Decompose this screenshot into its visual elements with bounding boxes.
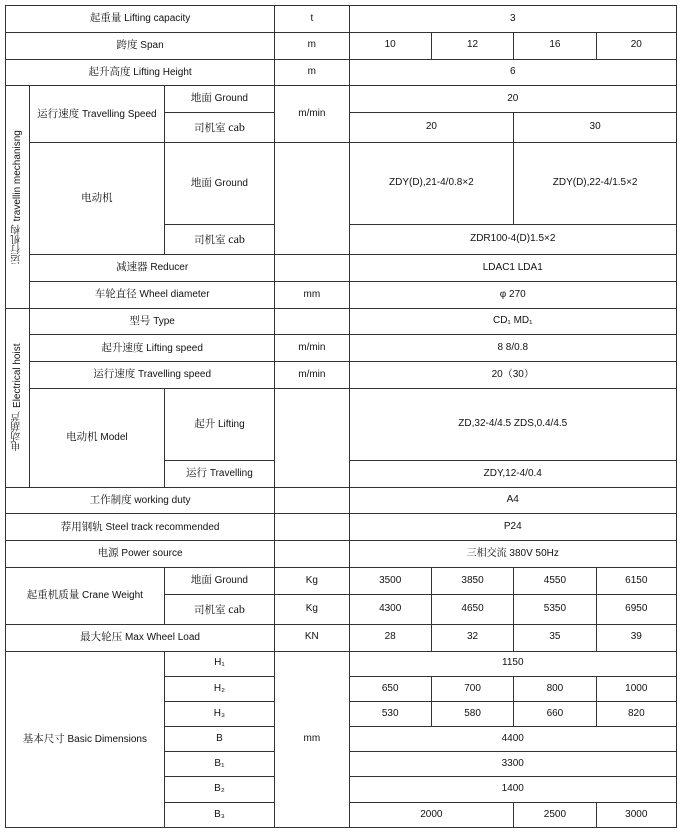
value-cell: 20（30） [349,362,676,389]
value-cell: 2000 [349,802,514,827]
unit-cell: m [275,59,349,86]
table-row [6,487,677,514]
value-cell: 5350 [514,594,596,624]
label-cn: 基本尺寸 [22,732,65,745]
label-cn: 运行速度 [93,368,136,381]
value-cell: 6 [349,59,676,86]
sub-label-en: Ground [214,177,248,189]
value-cell: A4 [349,487,676,514]
sub-label-en: Lifting [217,418,245,430]
row-label-wheel-diameter [30,281,275,308]
label-cn: 减速器 [116,261,148,274]
label-cn: 起升速度 [101,341,144,354]
unit-cell: mm [275,281,349,308]
group-label-travelling-mechanism [6,86,30,308]
sub-label-cn: 司机室 [193,121,226,134]
dimension-name: B [164,727,275,752]
spec-sheet [0,5,682,838]
value-cell: 3000 [596,802,676,827]
value-cell: CD₁ MD₁ [349,308,676,335]
label-en: Max Wheel Load [124,631,200,643]
label-en: Lifting capacity [124,13,191,25]
table-row [6,281,677,308]
row-label-lifting-capacity [6,6,275,33]
row-label-hoist-motor [30,389,165,488]
value-cell: 20 [596,32,676,59]
table-row [6,567,677,594]
row-label-power-source [6,541,275,568]
table-row [6,514,677,541]
group-label-cn: 运行机构 [11,223,23,264]
label-en: Travelling Speed [81,108,157,120]
table-row [6,389,677,461]
value-cell: 4550 [514,567,596,594]
row-label-motor [30,143,165,255]
row-label-basic-dimensions [6,651,165,827]
label-en: Travelling speed [138,369,212,381]
unit-cell: mm [275,651,349,827]
value-cell: 4650 [431,594,513,624]
unit-cell-empty [275,255,349,282]
table-row [6,651,677,676]
value-cell: P24 [349,514,676,541]
unit-cell: Kg [275,567,349,594]
sub-label-cn: 地面 [190,176,212,189]
row-label-type [30,308,275,335]
label-cn: 电动机 [66,431,98,444]
dimension-name: H₂ [164,676,275,701]
row-label-max-wheel-load [6,624,275,651]
label-cn: 运行速度 [37,107,80,120]
label-en: working duty [134,494,191,506]
sub-label-lifting [164,389,275,461]
value-cell: 3500 [349,567,431,594]
table-row [6,335,677,362]
sub-label-en: cab [228,601,245,616]
table-row [6,255,677,282]
unit-cell-empty [275,487,349,514]
unit-cell-empty [275,514,349,541]
sub-label-cn: 运行 [186,467,208,479]
sub-label-cab [164,225,275,255]
label-cn: 工作制度 [89,493,132,506]
sub-label-cn: 司机室 [193,233,226,246]
value-cell: 3 [349,6,676,33]
row-label-reducer [30,255,275,282]
label-en: Reducer [150,262,189,274]
value-cell: 32 [431,624,513,651]
sub-label-cn: 地面 [190,92,212,105]
label-cn: 起重机质量 [26,589,80,602]
value-cell: 6950 [596,594,676,624]
label-en: Model [100,432,128,444]
table-row [6,624,677,651]
value-cell: 650 [349,676,431,701]
unit-cell-empty [275,308,349,335]
table-row [6,59,677,86]
dimension-name: B₁ [164,752,275,777]
unit-cell-empty [275,541,349,568]
sub-label-cn: 地面 [190,574,212,587]
row-label-travelling-speed [30,86,165,143]
value-cell: ZDY,12-4/0.4 [349,460,676,487]
group-label-en: travellin mechanisng [11,130,23,222]
group-label-electrical-hoist [6,308,30,487]
value-cell: 700 [431,676,513,701]
value-cell: 三相交流 380V 50Hz [349,541,676,568]
sub-label-en: Ground [214,575,248,587]
table-row [6,308,677,335]
unit-cell: m/min [275,86,349,143]
value-cell: 4300 [349,594,431,624]
value-cell: 1000 [596,676,676,701]
label-cn: 最大轮压 [80,630,123,643]
value-cell: 35 [514,624,596,651]
value-cell: 28 [349,624,431,651]
label-cn: 起重量 [89,12,122,25]
value-cell: 660 [514,701,596,726]
sub-label-en: cab [228,119,245,134]
label-en: Steel track recommended [105,521,220,533]
table-row [6,86,677,113]
value-cell: 820 [596,701,676,726]
unit-cell: t [275,6,349,33]
value-cell: 39 [596,624,676,651]
label-en: Lifting speed [146,342,203,354]
value-cell: 2500 [514,802,596,827]
sub-label-en: Travelling [209,468,253,479]
row-label-hoist-lifting-speed [30,335,275,362]
sub-label-ground [164,86,275,113]
value-cell: 530 [349,701,431,726]
label-en: Type [153,315,175,327]
label-en: Wheel diameter [139,289,210,301]
label-cn: 电动机 [81,191,113,204]
row-label-lifting-height [6,59,275,86]
table-row [6,6,677,33]
unit-cell: m/min [275,335,349,362]
value-cell: 6150 [596,567,676,594]
value-cell: 3300 [349,752,676,777]
label-en: Span [140,39,164,51]
unit-cell: Kg [275,594,349,624]
value-cell: ZDY(D),21-4/0.8×2 [349,143,514,225]
row-label-working-duty [6,487,275,514]
value-cell: 580 [431,701,513,726]
sub-label-en: Ground [214,93,248,105]
table-row [6,541,677,568]
value-cell: LDAC1 LDA1 [349,255,676,282]
value-cell: 1400 [349,777,676,802]
sub-label-cab [164,113,275,143]
sub-label-travelling [164,460,275,487]
unit-cell: m/min [275,362,349,389]
dimension-name: H₁ [164,651,275,676]
value-cell: 16 [514,32,596,59]
sub-label-ground [164,143,275,225]
label-en: Lifting Height [133,66,192,78]
dimension-name: B₃ [164,802,275,827]
label-en: Crane Weight [82,590,143,602]
table-row [6,32,677,59]
value-cell: 1150 [349,651,676,676]
label-cn: 电源 [97,547,119,560]
value-cell: φ 270 [349,281,676,308]
value-cell: 12 [431,32,513,59]
row-label-hoist-travelling-speed [30,362,275,389]
unit-cell-empty [275,143,349,255]
value-cell: 800 [514,676,596,701]
label-cn: 跨度 [116,38,138,51]
row-label-steel-track [6,514,275,541]
sub-label-ground [164,567,275,594]
label-cn: 荐用钢轨 [60,520,103,533]
label-cn: 车轮直径 [94,288,137,301]
value-cell: 3850 [431,567,513,594]
row-label-span [6,32,275,59]
value-cell: ZD,32-4/4.5 ZDS,0.4/4.5 [349,389,676,461]
value-cell: 20 [349,86,676,113]
unit-cell: KN [275,624,349,651]
label-cn: 型号 [129,314,151,327]
group-label-en: Electrical hoist [11,344,23,409]
sub-label-en: cab [228,231,245,246]
value-cell: 8 8/0.8 [349,335,676,362]
table-row [6,143,677,225]
unit-cell: m [275,32,349,59]
dimension-name: H₃ [164,701,275,726]
crane-specification-table [5,5,677,828]
table-row [6,362,677,389]
group-label-cn: 电动葫芦 [11,411,23,452]
value-cell: ZDR100-4(D)1.5×2 [349,225,676,255]
value-cell: 4400 [349,727,676,752]
label-en: Power source [121,548,183,560]
value-cell: 20 [349,113,514,143]
sub-label-cn: 起升 [194,417,216,430]
unit-cell-empty [275,389,349,488]
dimension-name: B₂ [164,777,275,802]
value-cell: 30 [514,113,677,143]
value-cell: 10 [349,32,431,59]
value-cell: ZDY(D),22-4/1.5×2 [514,143,677,225]
label-en: Basic Dimensions [67,733,147,745]
row-label-crane-weight [6,567,165,624]
sub-label-cn: 司机室 [193,603,226,616]
label-cn: 起升高度 [88,65,131,78]
sub-label-cab [164,594,275,624]
